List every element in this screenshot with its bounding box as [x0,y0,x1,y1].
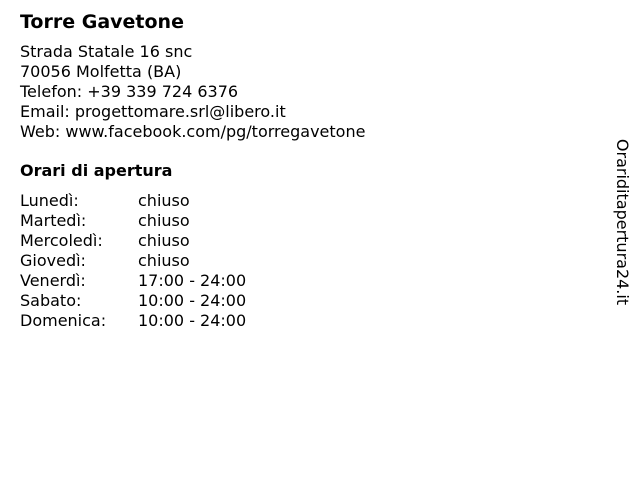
hours-time-value: 10:00 - 24:00 [138,291,247,310]
hours-time-value: chiuso [138,231,190,250]
web-label: Web: [20,122,61,141]
email-label: Email: [20,102,70,121]
web-row [20,122,600,142]
hours-row-saturday [20,291,600,311]
business-card [20,10,600,331]
phone-label: Telefon: [20,82,83,101]
opening-hours-heading: Orari di apertura [20,161,173,180]
business-name: Torre Gavetone [20,11,184,33]
phone-row [20,82,600,102]
hours-day-label: Giovedì: [20,251,86,270]
hours-row-wednesday [20,231,600,251]
hours-day-label: Domenica: [20,311,107,330]
hours-row-thursday [20,251,600,271]
hours-row-tuesday [20,211,600,231]
opening-hours-list [20,191,600,331]
hours-time-value: 17:00 - 24:00 [138,271,247,290]
hours-row-monday [20,191,600,211]
address-line-1: Strada Statale 16 snc [20,42,193,61]
email-row [20,102,600,122]
hours-time-value: chiuso [138,191,190,210]
address-line-2: 70056 Molfetta (BA) [20,62,182,81]
hours-time-value: chiuso [138,251,190,270]
hours-row-friday [20,271,600,291]
hours-day-label: Venerdì: [20,271,86,290]
hours-day-label: Mercoledì: [20,231,103,250]
hours-time-value: 10:00 - 24:00 [138,311,247,330]
hours-time-value: chiuso [138,211,190,230]
phone-value[interactable]: +39 339 724 6376 [87,82,239,101]
hours-day-label: Lunedì: [20,191,79,210]
hours-row-sunday [20,311,600,331]
email-value[interactable]: progettomare.srl@libero.it [74,102,286,121]
web-value[interactable]: www.facebook.com/pg/torregavetone [65,122,366,141]
site-watermark: Orariditapertura24.it [613,138,632,306]
hours-day-label: Martedì: [20,211,87,230]
hours-day-label: Sabato: [20,291,82,310]
